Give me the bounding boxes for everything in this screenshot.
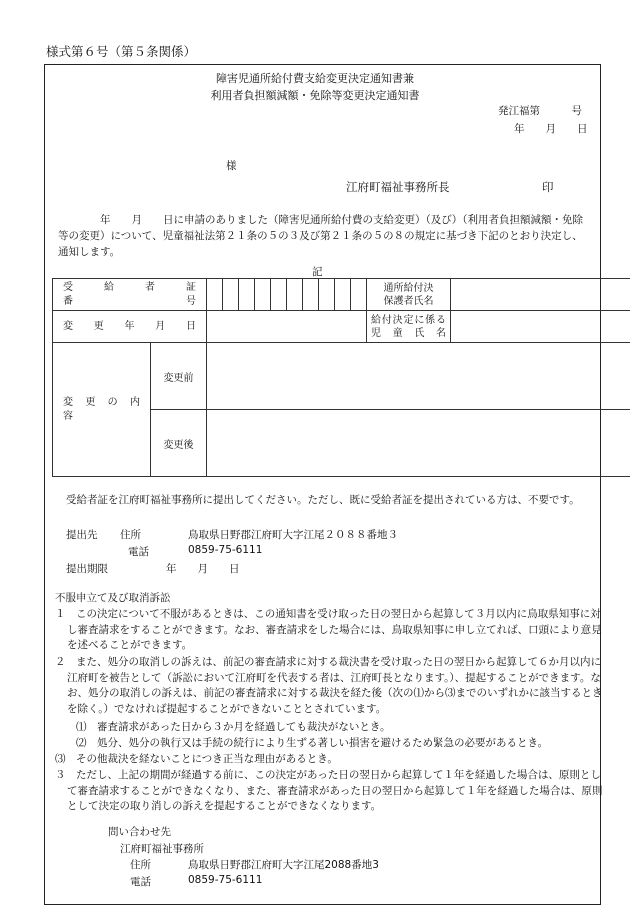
change-date-label: 変 更 年 月 日 (53, 311, 207, 343)
appeal-sub-3: ⑶ その他裁決を経ないことにつき正当な理由があるとき。 (55, 753, 338, 765)
intro-paragraph: 年 月 日に申請のありました（障害児通所給付費の支給変更）（及び）（利用者負担額減額・免除等の変更）について、児童福祉法第２１条の５の３及び第２１条の５の８の規定に基づき下記のとおり決定し、通知します。 (58, 214, 583, 258)
recipient-suffix: 様 (226, 160, 237, 172)
before-change-label: 変更前 (151, 343, 207, 410)
submission-dest-label: 提出先 (66, 529, 98, 541)
seal-mark: 印 (542, 180, 554, 194)
appeal-item-3: ３ ただし、上記の期間が経過する前に、この決定があった日の翌日から起算して１年を経過した場合は、原則として審査請求することができなくなり、また、審査請求があった日の翌日から起算して１年を経過した場合は、原則として決定の取り消しの訴えを提起することができなくなります。 (55, 769, 603, 812)
issue-number: 発江福第 号 (498, 105, 582, 117)
guardian-name-field (451, 279, 630, 311)
submission-address: 鳥取県日野郡江府町大字江尾２０８８番地３ (188, 529, 398, 541)
submit-note: 受給者証を江府町福祉事務所に提出してください。ただし、既に受給者証を提出されている方は、不要です。 (66, 494, 580, 506)
after-change-field (207, 410, 630, 477)
appeal-sub-1: ⑴ 審査請求があった日から３か月を経過しても裁決がないとき。 (76, 721, 391, 733)
contact-phone: 0859-75-6111 (188, 874, 263, 886)
guardian-name-label: 通所給付決 保護者氏名 (367, 279, 451, 311)
decision-table (52, 278, 630, 477)
submission-phone: 0859-75-6111 (188, 544, 263, 556)
form-number: 様式第６号（第５条関係） (46, 44, 197, 59)
ki-mark: 記 (312, 266, 323, 278)
submission-phone-label: 電話 (128, 546, 149, 558)
issuer-name: 江府町福祉事務所長 (346, 180, 450, 194)
table-row (53, 279, 630, 311)
appeal-item-2: ２ また、処分の取消しの訴えは、前記の審査請求に対する裁決書を受け取った日の翌日から起算して６か月以内に江府町を被告として（訴訟において江府町を代表する者は、江府町長となります。）、提起することができます。なお、処分の取消しの訴えは、前記の審査請求に対する裁決を経た後（次の⑴から⑶までのいずれかに該当するときを除く。）でなければ提起することができないこととされています。 (55, 656, 603, 715)
document-title-line2: 利用者負担額減額・免除等変更決定通知書 (210, 89, 420, 102)
table-row (53, 343, 630, 410)
contact-heading: 問い合わせ先 (108, 826, 171, 838)
change-content-label: 変 更 の 内 容 (53, 343, 151, 477)
contact-phone-label: 電話 (130, 876, 151, 888)
document-title-line1: 障害児通所給付費支給変更決定通知書兼 (216, 72, 414, 85)
contact-office: 江府町福祉事務所 (120, 843, 204, 855)
appeal-sub-2: ⑵ 処分、処分の執行又は手続の続行により生ずる著しい損害を避けるため緊急の必要があるとき。 (76, 737, 549, 749)
contact-address: 鳥取県日野郡江府町大字江尾2088番地3 (188, 859, 379, 871)
appeal-heading: 不服申立て及び取消訴訟 (55, 592, 171, 604)
child-name-label: 給付決定に係る 児 童 氏 名 (367, 311, 451, 343)
table-row (53, 311, 630, 343)
issue-date: 年 月 日 (514, 123, 588, 135)
before-change-field (207, 343, 630, 410)
certificate-number-label: 受 給 者 証 番 号 (53, 279, 207, 311)
submission-address-label: 住所 (120, 529, 141, 541)
child-name-field (451, 311, 630, 343)
submission-deadline-label: 提出期限 (66, 563, 108, 575)
submission-deadline-value: 年 月 日 (166, 563, 240, 575)
contact-address-label: 住所 (130, 859, 151, 871)
appeal-item-1: １ この決定について不服があるときは、この通知書を受け取った日の翌日から起算して３月以内に鳥取県知事に対し審査請求をすることができます。なお、審査請求をした場合には、鳥取県知事に申し立てれば、口頭により意見を述べることができます。 (55, 608, 602, 651)
change-date-field (207, 311, 367, 343)
after-change-label: 変更後 (151, 410, 207, 477)
